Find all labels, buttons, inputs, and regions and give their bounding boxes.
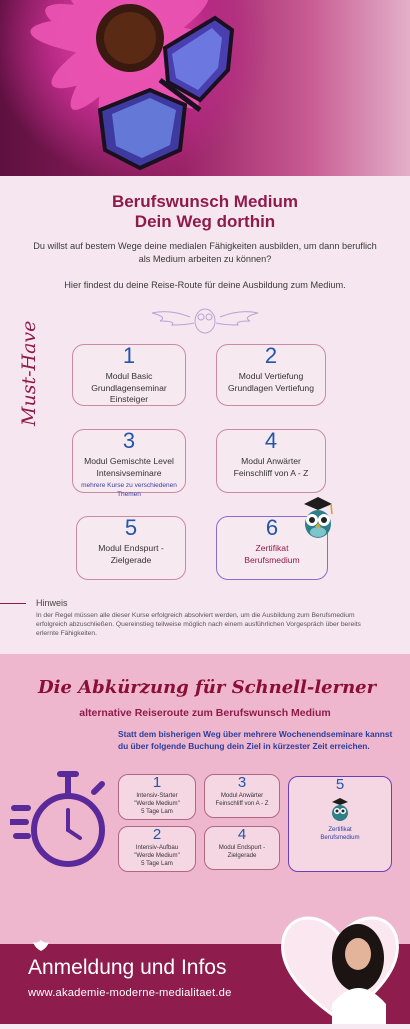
step-label: Intensiv-Starter "Werde Medium" 5 Tage Lam	[134, 792, 180, 815]
shortcut-step-2	[118, 826, 196, 872]
step-label: Modul Vertiefung Grundlagen Vertiefung	[227, 371, 314, 393]
graduate-owl-icon	[329, 796, 351, 822]
shortcut-step-4	[204, 826, 280, 870]
footer-title: Anmeldung und Infos	[28, 956, 227, 979]
hint-divider	[0, 603, 26, 604]
step-number: 4	[237, 826, 247, 843]
step-number: 3	[237, 774, 247, 791]
intro-text: Du willst auf bestem Wege deine medialen Fähigkeiten ausbilden, um dann beruflich als Medium arbeiten zu können?	[33, 241, 377, 264]
step-label: Zertifikat Berufsmedium	[244, 543, 300, 565]
step-label: Zertifikat Berufsmedium	[320, 826, 360, 841]
hint-text: In der Regel müssen alle dieser Kurse erfolgreich absolviert werden, um die Ausbildung zum Berufsmedium erfolgreich abzuschließen. Quereinstieg teilweise möglich nach einem ausführlichen Vorgespräch über bereits erlernte Fähigkeiten.	[36, 612, 361, 637]
shortcut-subtitle: alternative Reiseroute zum Berufswunsch Medium	[79, 707, 331, 719]
portrait-image	[270, 906, 410, 1024]
step-number: 6	[265, 515, 279, 540]
owl-wings-icon	[150, 305, 260, 335]
step-1-box	[72, 344, 186, 406]
step-label: Modul Basic Grundlagenseminar Einsteiger	[91, 371, 167, 404]
step-label: Modul Endspurt - Zielgerade	[218, 844, 266, 859]
step-number: 3	[122, 428, 136, 453]
step-3-box	[72, 428, 186, 498]
flower-butterfly-image	[0, 0, 410, 176]
step-number: 5	[124, 515, 138, 540]
hint-heading: Hinweis	[36, 598, 68, 608]
step-label: Intensiv-Aufbau "Werde Medium" 5 Tage Lam	[134, 844, 180, 867]
step-label: Modul Endspurt - Zielgerade	[98, 543, 164, 565]
shortcut-step-5	[288, 776, 392, 872]
step-2-box	[216, 344, 326, 406]
step-number: 5	[335, 776, 345, 793]
intro-route-text: Hier findest du deine Reise-Route für deine Ausbildung zum Medium.	[64, 280, 346, 290]
must-have-label: Must-Have	[18, 320, 40, 426]
shortcut-step-3	[204, 774, 280, 818]
step-number: 4	[264, 428, 278, 453]
page-title: Berufswunsch Medium	[111, 192, 299, 211]
step-note: mehrere Kurse zu verschiedenen Themen	[81, 482, 177, 498]
shortcut-step-1	[118, 774, 196, 820]
step-4-box	[216, 429, 326, 493]
graduate-owl-icon	[298, 494, 338, 540]
step-label: Modul Gemischte Level Intensivseminare	[84, 456, 174, 478]
step-number: 1	[152, 774, 162, 791]
page-subtitle: Dein Weg dorthin	[134, 212, 276, 231]
step-label: Modul Anwärter Feinschliff von A - Z	[233, 456, 309, 478]
step-number: 2	[264, 343, 278, 368]
stopwatch-icon	[10, 760, 110, 870]
website-link[interactable]: www.akademie-moderne-medialitaet.de	[28, 987, 232, 999]
shortcut-text: Statt dem bisherigen Weg über mehrere Wochenendseminare kannst du über folgende Buchung dein Ziel in kürzester Zeit erreichen.	[118, 729, 393, 751]
shortcut-title: Die Abkürzung für Schnell-lerner	[38, 677, 377, 698]
hero-image	[0, 0, 410, 176]
step-label: Modul Anwärter Feinschliff von A - Z	[215, 792, 269, 807]
step-number: 2	[152, 826, 162, 843]
step-5-box	[76, 516, 186, 580]
owl-logo-icon	[32, 938, 50, 952]
step-number: 1	[122, 343, 136, 368]
